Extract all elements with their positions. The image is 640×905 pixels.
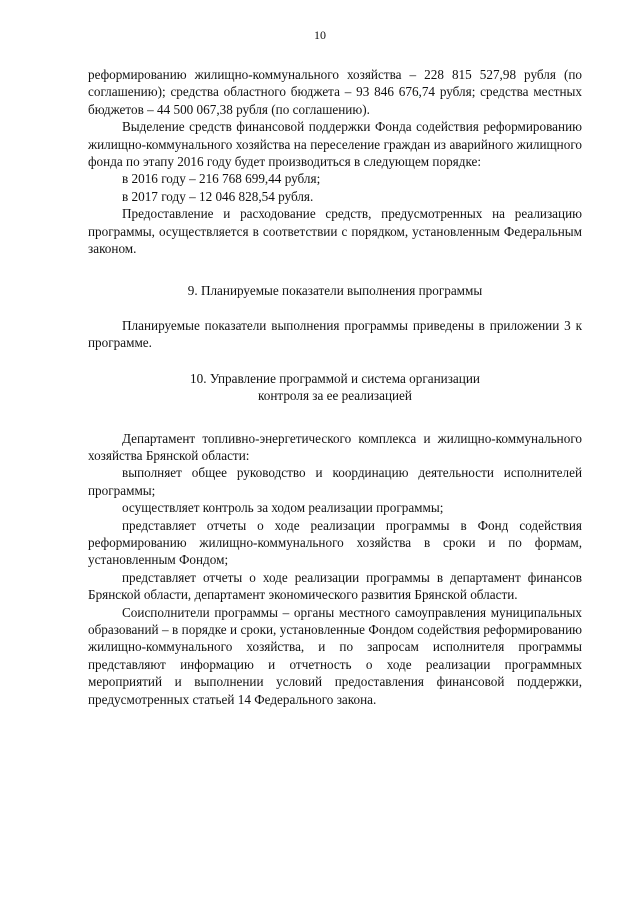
list-item-2017: в 2017 году – 12 046 828,54 рубля. bbox=[122, 188, 314, 204]
section-10-heading-line1: 10. Управление программой и система организации bbox=[190, 370, 480, 386]
list-item-2016: в 2016 году – 216 768 699,44 рубля; bbox=[122, 171, 321, 187]
paragraph-reports-departments: представляет отчеты о ходе реализации программы в департамент финансов Брянской области, департамент экономического развития Брянской области. bbox=[88, 569, 582, 603]
paragraph-management: выполняет общее руководство и координацию деятельности исполнителей программы; bbox=[88, 465, 582, 498]
document-body bbox=[88, 66, 582, 708]
paragraph-department: Департамент топливно-энергетического комплекса и жилищно-коммунального хозяйства Брянской области: bbox=[88, 430, 582, 463]
paragraph-budget-sources: реформированию жилищно-коммунального хозяйства – 228 815 527,98 рубля (по соглашению); средства областного бюджета – 93 846 676,74 рубля; средства местных бюджетов – 44 500 067,38 рубля (по соглашению). bbox=[88, 67, 582, 117]
page-number: 10 bbox=[314, 28, 326, 42]
paragraph-funding-order: Выделение средств финансовой поддержки Фонда содействия реформированию жилищно-коммунального хозяйства на переселение граждан из аварийного жилищного фонда по этапу 2016 году будет производиться в следующем порядке: bbox=[88, 119, 582, 170]
paragraph-indicators: Планируемые показатели выполнения программы приведены в приложении 3 к программе. bbox=[88, 317, 582, 351]
paragraph-provision: Предоставление и расходование средств, предусмотренных на реализацию программы, осуществляется в соответствии с порядком, установленным Федеральным законом. bbox=[88, 206, 582, 257]
section-10-heading-line2: контроля за ее реализацией bbox=[258, 388, 412, 404]
paragraph-control: осуществляет контроль за ходом реализации программы; bbox=[122, 500, 444, 516]
paragraph-reports-fund: представляет отчеты о ходе реализации программы в Фонд содействия реформированию жилищно-коммунального хозяйства в сроки и по формам, установленным Фондом; bbox=[88, 517, 582, 568]
paragraph-co-executors: Соисполнители программы – органы местного самоуправления муниципальных образований – в порядке и сроки, установленные Фондом содействия реформированию жилищно-коммунального хозяйства, и по запросам исполнителя программы представляют информацию и отчетность о ходе реализации программных мероприятий и выполнении условий предоставления финансовой поддержки, предусмотренных статьей 14 Федерального закона. bbox=[88, 604, 582, 707]
section-9-heading: 9. Планируемые показатели выполнения программы bbox=[187, 283, 483, 299]
